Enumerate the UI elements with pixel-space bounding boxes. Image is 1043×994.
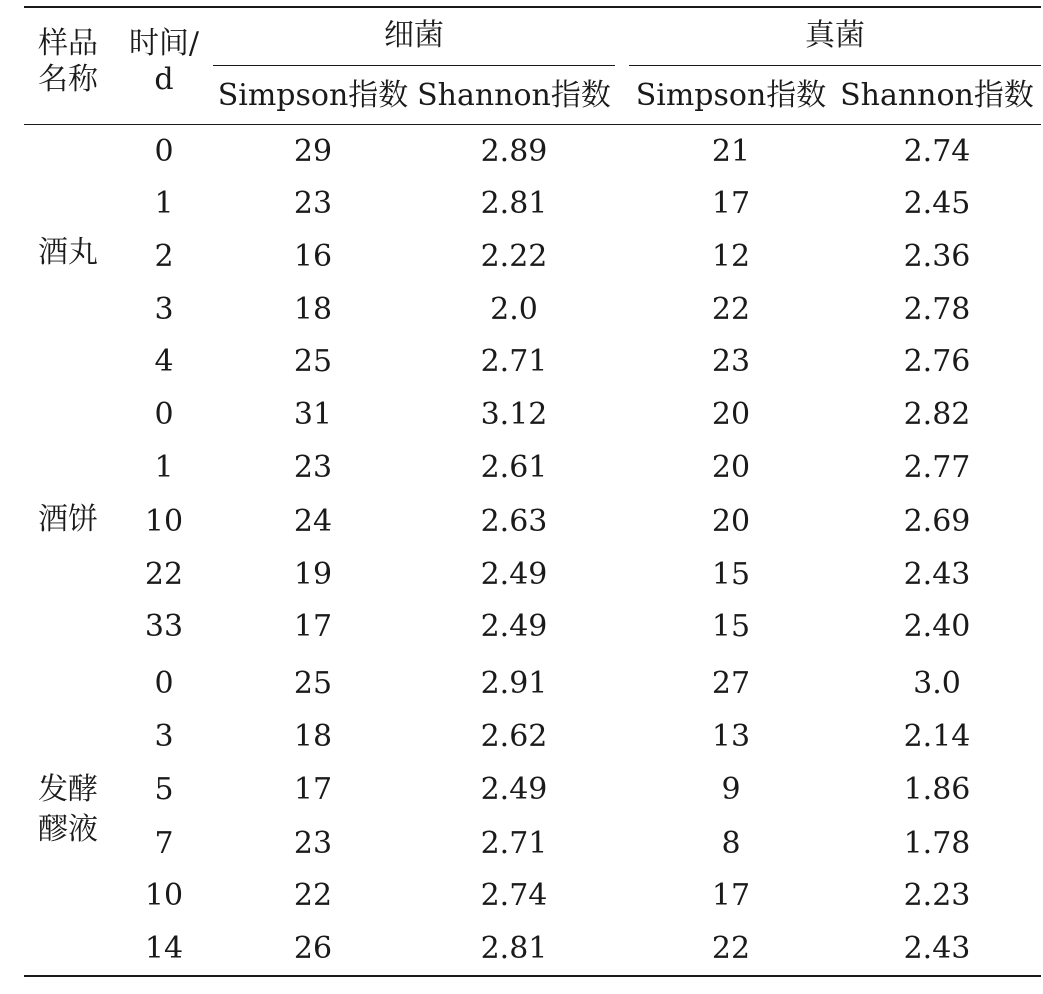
header-bac-simpson: Simpson指数 [217, 78, 409, 113]
cell-bac-shannon: 2.49 [480, 772, 548, 807]
diversity-table [24, 0, 1042, 994]
cell-fun-shannon: 3.0 [913, 666, 961, 701]
cell-time: 0 [154, 397, 174, 432]
table-row [24, 283, 1041, 336]
cell-bac-simpson: 23 [293, 450, 333, 485]
fungi-sub-rule [629, 65, 1041, 66]
cell-fun-shannon: 1.78 [903, 826, 971, 861]
cell-bac-simpson: 25 [293, 344, 333, 379]
header-time-line2: d [154, 62, 174, 97]
table-bottom-rule [24, 975, 1041, 977]
cell-bac-simpson: 19 [293, 557, 333, 592]
cell-fun-simpson: 20 [711, 397, 751, 432]
cell-bac-shannon: 2.91 [480, 666, 548, 701]
cell-bac-shannon: 2.61 [480, 450, 548, 485]
cell-time: 10 [144, 878, 184, 913]
table-row [24, 548, 1041, 601]
cell-fun-simpson: 12 [711, 239, 751, 274]
cell-fun-shannon: 1.86 [903, 772, 971, 807]
cell-time: 7 [154, 826, 174, 861]
cell-fun-shannon: 2.69 [903, 504, 971, 539]
cell-bac-simpson: 17 [293, 609, 333, 644]
cell-fun-shannon: 2.45 [903, 186, 971, 221]
cell-fun-simpson: 21 [711, 134, 751, 169]
table-row [24, 495, 1041, 548]
cell-bac-simpson: 18 [293, 719, 333, 754]
cell-time: 33 [144, 609, 184, 644]
table-row [24, 817, 1041, 870]
cell-bac-shannon: 2.0 [490, 292, 538, 327]
cell-bac-shannon: 2.49 [480, 557, 548, 592]
cell-fun-shannon: 2.14 [903, 719, 971, 754]
cell-fun-simpson: 22 [711, 931, 751, 966]
cell-fun-simpson: 20 [711, 504, 751, 539]
cell-fun-simpson: 20 [711, 450, 751, 485]
cell-fun-shannon: 2.40 [903, 609, 971, 644]
cell-fun-simpson: 8 [721, 826, 741, 861]
bacteria-sub-rule [213, 65, 615, 66]
cell-time: 10 [144, 504, 184, 539]
cell-bac-shannon: 2.71 [480, 344, 548, 379]
cell-time: 1 [154, 186, 174, 221]
table-row [24, 335, 1041, 388]
table-row [24, 763, 1041, 816]
cell-bac-simpson: 29 [293, 134, 333, 169]
cell-fun-simpson: 17 [711, 878, 751, 913]
header-bacteria: 细菌 [384, 18, 444, 53]
cell-time: 0 [154, 666, 174, 701]
header-time [124, 26, 204, 98]
table-row [24, 441, 1041, 494]
cell-time: 2 [154, 239, 174, 274]
cell-fun-simpson: 22 [711, 292, 751, 327]
cell-bac-shannon: 2.62 [480, 719, 548, 754]
cell-fun-shannon: 2.23 [903, 878, 971, 913]
header-fun-simpson: Simpson指数 [635, 78, 827, 113]
cell-bac-shannon: 2.63 [480, 504, 548, 539]
table-row [24, 230, 1041, 283]
header-sample-line2: 名称 [38, 62, 98, 97]
header-fungi: 真菌 [805, 18, 865, 53]
header-fun-shannon: Shannon指数 [840, 78, 1034, 113]
header-time-line1: 时间/ [128, 26, 200, 61]
cell-time: 0 [154, 134, 174, 169]
header-sample-line1: 样品 [38, 26, 98, 61]
cell-fun-shannon: 2.74 [903, 134, 971, 169]
cell-fun-shannon: 2.76 [903, 344, 971, 379]
cell-bac-simpson: 17 [293, 772, 333, 807]
cell-fun-simpson: 15 [711, 609, 751, 644]
cell-fun-shannon: 2.43 [903, 931, 971, 966]
cell-fun-simpson: 27 [711, 666, 751, 701]
cell-bac-simpson: 16 [293, 239, 333, 274]
cell-time: 1 [154, 450, 174, 485]
cell-bac-shannon: 2.81 [480, 186, 548, 221]
cell-time: 14 [144, 931, 184, 966]
cell-fun-simpson: 9 [721, 772, 741, 807]
table-row [24, 125, 1041, 178]
cell-time: 5 [154, 772, 174, 807]
group-label-text: 发酵 [38, 772, 98, 807]
cell-fun-shannon: 2.36 [903, 239, 971, 274]
cell-time: 4 [154, 344, 174, 379]
cell-fun-shannon: 2.43 [903, 557, 971, 592]
group-label-text: 酒丸 [38, 235, 98, 270]
header-bac-shannon: Shannon指数 [417, 78, 611, 113]
cell-bac-shannon: 2.22 [480, 239, 548, 274]
table-row [24, 710, 1041, 763]
cell-bac-simpson: 22 [293, 878, 333, 913]
cell-fun-simpson: 17 [711, 186, 751, 221]
cell-fun-shannon: 2.77 [903, 450, 971, 485]
cell-fun-simpson: 23 [711, 344, 751, 379]
table-row [24, 388, 1041, 441]
cell-bac-simpson: 23 [293, 186, 333, 221]
table-row [24, 177, 1041, 230]
cell-fun-simpson: 15 [711, 557, 751, 592]
cell-bac-simpson: 25 [293, 666, 333, 701]
cell-bac-simpson: 31 [293, 397, 333, 432]
header-sample-name [38, 26, 110, 98]
table-row [24, 922, 1041, 975]
cell-bac-shannon: 2.71 [480, 826, 548, 861]
cell-fun-simpson: 13 [711, 719, 751, 754]
group-label-text-line2: 醪液 [38, 812, 98, 847]
cell-time: 22 [144, 557, 184, 592]
cell-bac-shannon: 3.12 [480, 397, 548, 432]
cell-time: 3 [154, 719, 174, 754]
cell-fun-shannon: 2.82 [903, 397, 971, 432]
cell-bac-shannon: 2.89 [480, 134, 548, 169]
cell-bac-simpson: 18 [293, 292, 333, 327]
table-top-rule [24, 6, 1041, 8]
cell-fun-shannon: 2.78 [903, 292, 971, 327]
table-row [24, 869, 1041, 922]
table-row [24, 600, 1041, 653]
cell-bac-shannon: 2.49 [480, 609, 548, 644]
cell-time: 3 [154, 292, 174, 327]
cell-bac-simpson: 24 [293, 504, 333, 539]
cell-bac-shannon: 2.74 [480, 878, 548, 913]
group-label-text: 酒饼 [38, 502, 98, 537]
cell-bac-simpson: 23 [293, 826, 333, 861]
cell-bac-shannon: 2.81 [480, 931, 548, 966]
table-row [24, 657, 1041, 710]
cell-bac-simpson: 26 [293, 931, 333, 966]
